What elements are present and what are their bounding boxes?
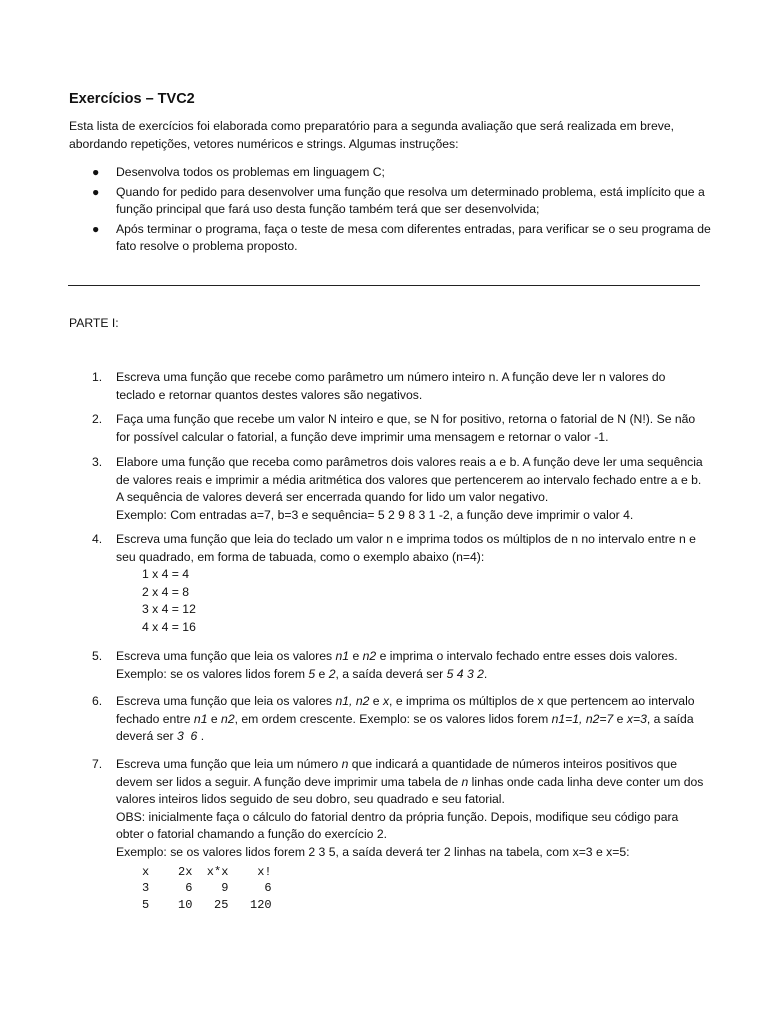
variable: n2 xyxy=(221,711,235,726)
table-row: 2 x 4 = 8 xyxy=(142,584,190,599)
instruction-text: Quando for pedido para desenvolver uma função que resolva um determinado problema, está implícito que a função principal que fará uso desta função também terá que ser desenvolvida; xyxy=(116,184,705,217)
table-row: 5 10 25 120 xyxy=(142,897,272,912)
exercise-4 xyxy=(92,531,708,637)
instruction-text: Após terminar o programa, faça o teste de mesa com diferentes entradas, para verificar se o seu programa de fato resolve o problema proposto. xyxy=(116,221,711,254)
table-row: 3 x 4 = 12 xyxy=(142,602,196,617)
variable: n xyxy=(461,774,469,789)
table-row: 4 x 4 = 16 xyxy=(142,619,196,634)
exercise-text: Faça uma função que recebe um valor N inteiro e que, se N for positivo, retorna o fatorial de N (N!). Se não for possível calcular o fatorial, a função deve imprimir uma mensagem e retornar o valor -1. xyxy=(116,412,696,444)
variable: n1 xyxy=(335,649,350,663)
exercise-7 xyxy=(92,756,708,913)
exercise-obs: OBS: inicialmente faça o cálculo do fatorial dentro da própria função. Depois, modifique seu código para obter o fatorial chamando a função do exercício 2. xyxy=(116,809,679,842)
times-table xyxy=(142,566,708,636)
exercise-1 xyxy=(92,369,708,404)
variable: n1 xyxy=(193,711,208,726)
variable: 2 xyxy=(328,666,336,681)
variable: x=3 xyxy=(626,711,647,726)
bullet-icon: ● xyxy=(92,184,100,199)
output-table xyxy=(142,864,708,914)
exercise-text: Escreva uma função que recebe como parâmetro um número inteiro n. A função deve ler n valores do teclado e retornar quantos destes valores são negativos. xyxy=(116,370,666,402)
variable: x xyxy=(382,694,390,708)
bullet-icon: ● xyxy=(92,165,100,179)
section-divider xyxy=(68,285,700,286)
variable: 5 xyxy=(308,666,316,681)
exercise-text: Escreva uma função que leia do teclado um valor n e imprima todos os múltiplos de n no intervalo entre n e seu quadrado, em forma de tabuada, como o exemplo abaixo (n=4): xyxy=(116,532,696,564)
exercise-number: 5. xyxy=(92,649,103,663)
exercise-text: Escreva uma função que leia os valores n1 e n2 e imprima o intervalo fechado entre esses dois valores. Exemplo: se os valores lidos forem 5 e 2, a saída deverá ser 5 4 3 2. xyxy=(116,649,678,681)
exercise-number: 2. xyxy=(92,412,103,426)
part-heading: PARTE I: xyxy=(69,316,119,330)
table-row: 1 x 4 = 4 xyxy=(142,567,190,582)
exercise-6 xyxy=(92,693,708,746)
instructions-list xyxy=(92,164,712,258)
intro-paragraph: Esta lista de exercícios foi elaborada como preparatório para a segunda avaliação que será realizada em breve, abordando repetições, vetores numéricos e strings. Algumas instruções: xyxy=(69,119,674,151)
page-title: Exercícios – TVC2 xyxy=(69,91,195,107)
variable: n1, n2 xyxy=(335,694,370,708)
list-item xyxy=(92,221,712,256)
bullet-icon: ● xyxy=(92,221,100,236)
variable: n1=1, n2=7 xyxy=(551,711,614,726)
exercise-text: Elabore uma função que receba como parâmetros dois valores reais a e b. A função deve ler uma sequência de valores reais e imprimir a média aritmética dos valores que pertencerem ao intervalo fechado entre a e b. A sequência de valores deverá ser encerrada quando for lido um valor negativo. xyxy=(116,455,703,505)
exercise-3 xyxy=(92,454,708,524)
exercise-2 xyxy=(92,411,708,446)
variable: n xyxy=(341,757,349,771)
variable: 3 6 xyxy=(176,729,198,744)
list-item xyxy=(92,164,712,182)
exercise-number: 3. xyxy=(92,455,103,469)
table-row: 3 6 9 6 xyxy=(142,881,272,896)
exercise-number: 1. xyxy=(92,370,103,384)
variable: n2 xyxy=(362,649,377,663)
exercise-example: Exemplo: se os valores lidos forem 2 3 5, a saída deverá ter 2 linhas na tabela, com x=3 e x=5: xyxy=(116,844,630,859)
exercise-5 xyxy=(92,648,708,683)
table-row: x 2x x*x x! xyxy=(142,864,272,879)
instruction-text: Desenvolva todos os problemas em linguagem C; xyxy=(116,165,385,179)
exercise-number: 7. xyxy=(92,757,103,771)
exercise-number: 4. xyxy=(92,532,103,546)
exercise-text: Escreva uma função que leia os valores n1, n2 e x, e imprima os múltiplos de x que pertencem ao intervalo fechado entre n1 e n2, em ordem crescente. Exemplo: se os valores lidos forem n1=1, n2=7 e x=3, a saída deverá ser 3 6 . xyxy=(116,694,695,744)
exercise-text: Escreva uma função que leia um número n que indicará a quantidade de números inteiros positivos que devem ser lidos a seguir. A função deve imprimir uma tabela de n linhas onde cada linha deve conter um dos valores inteiros lidos seguido de seu dobro, seu quadrado e seu fatorial. xyxy=(116,757,704,807)
variable: 5 4 3 2 xyxy=(446,666,484,681)
exercise-number: 6. xyxy=(92,694,103,708)
list-item xyxy=(92,184,712,219)
exercise-example: Exemplo: Com entradas a=7, b=3 e sequência= 5 2 9 8 3 1 -2, a função deve imprimir o valor 4. xyxy=(116,507,634,522)
